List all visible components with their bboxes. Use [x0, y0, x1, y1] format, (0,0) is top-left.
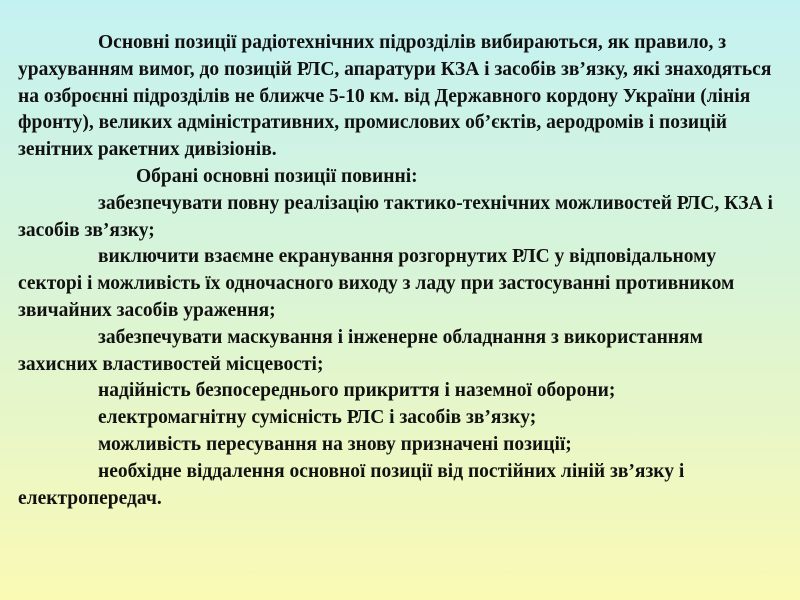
requirement-item: забезпечувати маскування і інженерне обладнання з використанням захисних властивостей місцевості;	[18, 326, 703, 375]
requirement-item: можливість пересування на знову призначені позиції;	[98, 433, 572, 455]
paragraph-requirements-heading: Обрані основні позиції повинні:	[136, 165, 418, 187]
slide-text-body	[18, 30, 778, 512]
requirement-item: забезпечувати повну реалізацію тактико-технічних можливостей РЛС, КЗА і засобів зв’язку;	[18, 192, 773, 241]
requirement-item: виключити взаємне екранування розгорнутих РЛС у відповідальному секторі і можливість їх одночасного виходу з ладу при застосуванні противником звичайних засобів ураження;	[18, 246, 735, 321]
requirement-item: необхідне віддалення основної позиції від постійних ліній зв’язку і електропередач.	[18, 460, 685, 509]
requirement-item: електромагнітну сумісність РЛС і засобів зв’язку;	[98, 407, 537, 429]
paragraph-intro: Основні позиції радіотехнічних підрозділів вибираються, як правило, з урахуванням вимог, до позицій РЛС, апаратури КЗА і засобів зв’язку, які знаходяться на озброєнні підрозділів не ближче 5-10 км. від Державного кордону України (лінія фронту), великих адміністративних, промислових об’єктів, аеродромів і позицій зенітних ракетних дивізіонів.	[18, 32, 772, 161]
requirement-item: надійність безпосереднього прикриття і наземної оборони;	[98, 380, 616, 402]
